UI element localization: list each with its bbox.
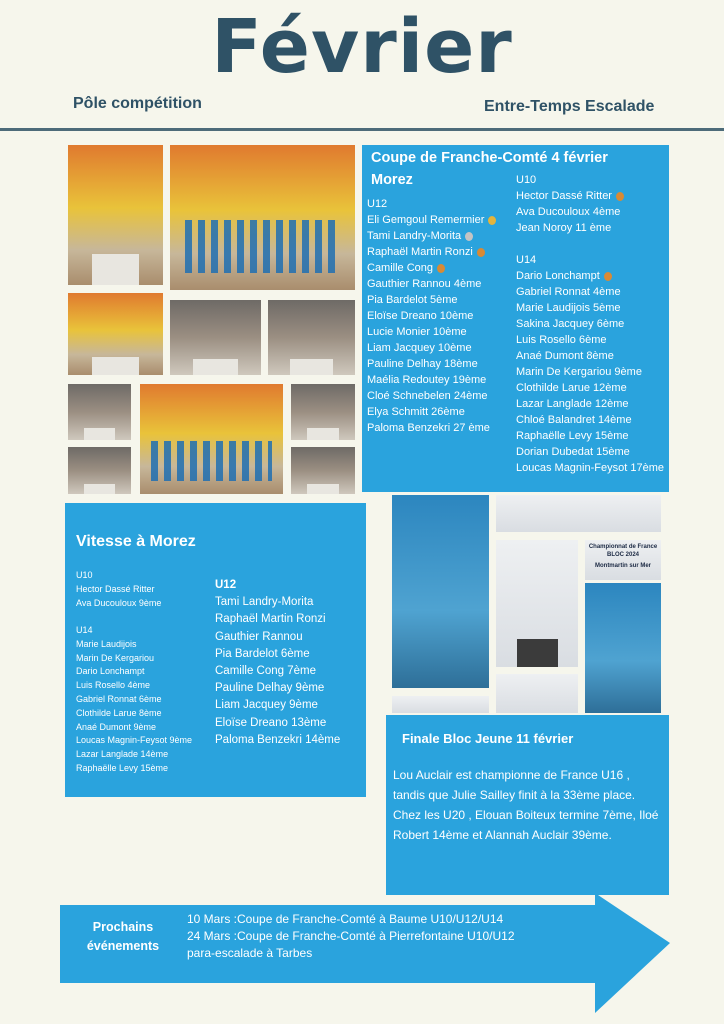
coupe-u14-name: Marin De Kergariou 9ème [516, 366, 642, 378]
coupe-u10-name: Jean Noroy 11 ème [516, 222, 612, 234]
coupe-u14-name: Luis Rosello 6ème [516, 334, 607, 346]
vitesse-u14-row [76, 679, 211, 693]
vitesse-u14-list [76, 624, 211, 776]
medal-icon [616, 192, 624, 201]
coupe-u14-name: Marie Laudijois 5ème [516, 302, 621, 314]
coupe-u12-row [367, 356, 515, 372]
photo-climber-4 [392, 696, 489, 713]
coupe-u14-row [516, 332, 666, 348]
events-list [187, 911, 607, 962]
vitesse-u12-name: Camille Cong 7ème [215, 665, 316, 678]
coupe-u14-name: Chloé Balandret 14ème [516, 414, 632, 426]
vitesse-u14-name: Dario Lonchampt [76, 666, 145, 677]
vitesse-u14-name: Gabriel Ronnat 6ème [76, 693, 162, 704]
vitesse-title: Vitesse à Morez [76, 533, 196, 550]
photo-podium-7 [68, 447, 131, 494]
coupe-u10-row [516, 204, 666, 220]
coupe-u14-row [516, 460, 666, 476]
vitesse-u14-name: Marie Laudijois [76, 638, 137, 649]
coupe-u14-heading: U14 [516, 254, 537, 266]
vitesse-u10-row [76, 597, 211, 611]
coupe-u14-row [516, 444, 666, 460]
vitesse-u14-row [76, 707, 211, 721]
photo-podium-5 [68, 384, 131, 440]
photo-climber-3 [496, 674, 578, 713]
coupe-u12-name: Tami Landry-Morita [367, 230, 462, 242]
vitesse-u12-row [215, 663, 363, 680]
coupe-u10-row [516, 220, 666, 236]
coupe-u12-name: Elya Schmitt 26ème [367, 406, 465, 418]
pole-label: Pôle compétition [73, 95, 202, 112]
coupe-u12-name: Liam Jacquey 10ème [367, 342, 472, 354]
coupe-u12-row [367, 404, 515, 420]
banner-line1: Championnat de France [588, 544, 658, 550]
coupe-u14-list [516, 252, 666, 476]
coupe-u14-row [516, 396, 666, 412]
photo-podium-4 [268, 300, 355, 375]
coupe-u12-name: Paloma Benzekri 27 ème [367, 422, 490, 434]
coupe-u12-heading: U12 [367, 198, 388, 210]
coupe-u10-name: Hector Dassé Ritter [516, 190, 612, 202]
coupe-u12-row [367, 244, 515, 260]
vitesse-u12-name: Pia Bardelot 6ème [215, 647, 310, 660]
medal-icon [477, 248, 485, 257]
medal-icon [437, 264, 445, 273]
vitesse-u14-name: Lazar Langlade 14ème [76, 749, 169, 760]
events-label-line2: événements [86, 939, 160, 953]
coupe-u12-row [367, 212, 515, 228]
photo-podium-2 [68, 293, 163, 375]
vitesse-u14-row [76, 721, 211, 735]
vitesse-u14-row [76, 748, 211, 762]
vitesse-u14-name: Luis Rosello 4ème [76, 680, 151, 691]
photo-podium-3 [170, 300, 261, 375]
vitesse-u12-name: Paloma Benzekri 14ème [215, 733, 341, 746]
photo-group [140, 384, 283, 494]
vitesse-u12-row [215, 697, 363, 714]
coupe-u12-row [367, 276, 515, 292]
coupe-title-line1: Coupe de Franche-Comté 4 février [371, 150, 608, 166]
vitesse-u12-name: Pauline Delhay 9ème [215, 682, 325, 695]
photo-wall-top [496, 495, 661, 532]
coupe-u12-name: Pia Bardelot 5ème [367, 294, 458, 306]
coupe-u12-name: Maélia Redoutey 19ème [367, 374, 487, 386]
finale-body: Lou Auclair est championne de France U16 , tandis que Julie Sailley finit à la 33ème place. Chez les U20 , Elouan Boiteux termine 7ème, Iloé Robert 14ème et Alannah Auclair 39ème. [393, 768, 659, 842]
vitesse-u14-row [76, 734, 211, 748]
coupe-u12-name: Pauline Delhay 18ème [367, 358, 478, 370]
coupe-u10-heading: U10 [516, 174, 537, 186]
vitesse-u14-row [76, 762, 211, 776]
coupe-u14-name: Raphaëlle Levy 15ème [516, 430, 629, 442]
coupe-u12-row [367, 388, 515, 404]
coupe-u12-row [367, 372, 515, 388]
vitesse-u14-row [76, 638, 211, 652]
vitesse-u10-row [76, 583, 211, 597]
photo-podium-1 [68, 145, 163, 285]
vitesse-u10-name: Ava Ducouloux 9ème [76, 597, 162, 608]
photo-climber-2 [585, 583, 661, 713]
coupe-u12-name: Cloé Schnebelen 24ème [367, 390, 488, 402]
header-divider [0, 128, 724, 131]
events-label-line1: Prochains [92, 920, 154, 934]
vitesse-u12-heading: U12 [215, 579, 237, 591]
medal-icon [604, 272, 612, 281]
coupe-u14-row [516, 268, 666, 284]
vitesse-u14-row [76, 652, 211, 666]
photo-podium-finale [496, 540, 578, 667]
vitesse-u10-name: Hector Dassé Ritter [76, 583, 155, 594]
vitesse-u12-row [215, 715, 363, 732]
coupe-u14-name: Dario Lonchampt [516, 270, 600, 282]
coupe-title-line2: Morez [371, 172, 413, 188]
vitesse-u14-name: Loucas Magnin-Feysot 9ème [76, 735, 193, 746]
coupe-u10-list [516, 172, 666, 236]
coupe-u14-row [516, 348, 666, 364]
coupe-u12-name: Gauthier Rannou 4ème [367, 278, 482, 290]
vitesse-u12-row [215, 611, 363, 628]
coupe-u10-name: Ava Ducouloux 4ème [516, 206, 621, 218]
coupe-u12-row [367, 340, 515, 356]
vitesse-u12-row [215, 732, 363, 749]
vitesse-u12-row [215, 594, 363, 611]
coupe-u14-name: Sakina Jacquey 6ème [516, 318, 625, 330]
coupe-u12-row [367, 308, 515, 324]
vitesse-u10-heading: U10 [76, 570, 93, 580]
coupe-u12-row [367, 324, 515, 340]
vitesse-u14-name: Raphaëlle Levy 15ème [76, 762, 169, 773]
coupe-u12-row [367, 260, 515, 276]
banner-line2: BLOC 2024 [606, 552, 639, 558]
event-3: para-escalade à Tarbes [187, 946, 313, 960]
coupe-u14-row [516, 364, 666, 380]
events-label [75, 918, 171, 956]
coupe-u12-name: Raphaël Martin Ronzi [367, 246, 473, 258]
coupe-u14-row [516, 316, 666, 332]
event-2: 24 Mars :Coupe de Franche-Comté à Pierrefontaine U10/U12 [187, 929, 515, 943]
photo-podium-6 [291, 384, 355, 440]
vitesse-u12-name: Eloïse Dreano 13ème [215, 716, 327, 729]
coupe-u14-row [516, 300, 666, 316]
coupe-u14-name: Loucas Magnin-Feysot 17ème [516, 462, 664, 474]
coupe-u14-name: Gabriel Ronnat 4ème [516, 286, 621, 298]
coupe-u12-name: Eloïse Dreano 10ème [367, 310, 474, 322]
coupe-u14-name: Anaé Dumont 8ème [516, 350, 614, 362]
vitesse-u14-name: Anaé Dumont 9ème [76, 721, 157, 732]
coupe-u14-row [516, 380, 666, 396]
photo-climber-1 [392, 495, 489, 688]
vitesse-u14-heading: U14 [76, 625, 93, 635]
vitesse-u14-name: Clothilde Larue 8ème [76, 707, 162, 718]
vitesse-u14-row [76, 665, 211, 679]
coupe-u12-row [367, 228, 515, 244]
vitesse-u14-row [76, 693, 211, 707]
vitesse-u12-name: Tami Landry-Morita [215, 596, 314, 609]
vitesse-u14-name: Marin De Kergariou [76, 652, 155, 663]
photo-team [170, 145, 355, 290]
medal-icon [465, 232, 473, 241]
coupe-u12-name: Lucie Monier 10ème [367, 326, 467, 338]
vitesse-u12-row [215, 646, 363, 663]
vitesse-u12-row [215, 680, 363, 697]
vitesse-u12-name: Gauthier Rannou [215, 630, 303, 643]
medal-icon [488, 216, 496, 225]
page-title: Février [211, 4, 513, 90]
coupe-u14-row [516, 412, 666, 428]
vitesse-u12-list [215, 577, 363, 749]
coupe-u14-name: Clothilde Larue 12ème [516, 382, 627, 394]
coupe-u12-name: Camille Cong [367, 262, 434, 274]
coupe-u12-list [367, 196, 515, 436]
coupe-u14-name: Lazar Langlade 12ème [516, 398, 629, 410]
event-1: 10 Mars :Coupe de Franche-Comté à Baume U10/U12/U14 [187, 912, 504, 926]
banner-line3: Montmartin sur Mer [594, 563, 651, 569]
coupe-u10-row [516, 188, 666, 204]
coupe-u12-row [367, 292, 515, 308]
coupe-u12-row [367, 420, 515, 436]
finale-title: Finale Bloc Jeune 11 février [402, 731, 574, 746]
coupe-u12-name: Eli Gemgoul Remermier [367, 214, 485, 226]
coupe-u14-row [516, 284, 666, 300]
club-label: Entre-Temps Escalade [484, 98, 655, 115]
photo-podium-8 [291, 447, 355, 494]
coupe-u14-row [516, 428, 666, 444]
coupe-u14-name: Dorian Dubedat 15ème [516, 446, 630, 458]
vitesse-u12-name: Raphaël Martin Ronzi [215, 613, 326, 626]
photo-banner [585, 540, 661, 580]
vitesse-u10-list [76, 569, 211, 610]
vitesse-u12-row [215, 629, 363, 646]
vitesse-u12-name: Liam Jacquey 9ème [215, 699, 318, 712]
